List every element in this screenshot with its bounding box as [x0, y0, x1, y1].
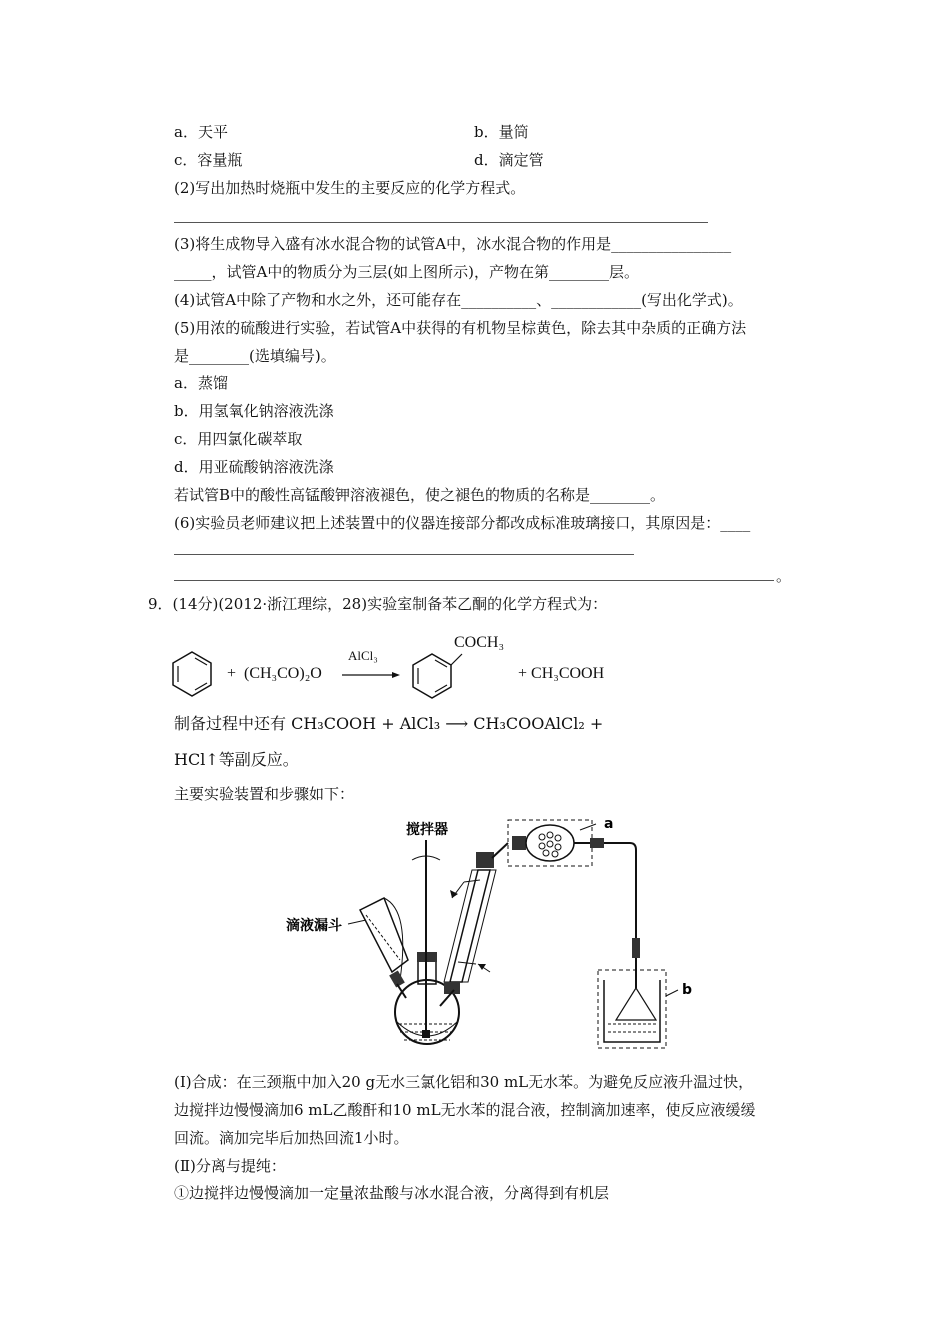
- question-8-part-3-line2: _____，试管A中的物质分为三层(如上图所示)，产物在第________层。: [174, 263, 640, 281]
- question-8-part-5-line1: (5)用浓的硫酸进行实验，若试管A中获得的有机物呈棕黄色，除去其中杂质的正确方法: [174, 319, 747, 337]
- acetic-anhydride: (CH₃CO)₂O: [244, 665, 322, 682]
- end-mark: 。: [776, 567, 792, 585]
- question-8-part-3-line1: (3)将生成物导入盛有冰水混合物的试管A中，冰水混合物的作用是________________: [174, 235, 732, 253]
- absorption-beaker: [598, 960, 666, 1048]
- option-b-naoh-wash: b．用氢氧化钠溶液洗涤: [174, 402, 334, 420]
- acetophenone-ring: [413, 654, 462, 698]
- answer-line: [174, 222, 708, 223]
- option-a-distill: a．蒸馏: [174, 374, 228, 392]
- option-d-sulfite-wash: d．用亚硫酸钠溶液洗涤: [174, 458, 334, 476]
- question-8-part-4: (4)试管A中除了产物和水之外，还可能存在__________、____________(写出化学式)。: [174, 291, 743, 309]
- acetyl-group: COCH₃: [454, 634, 505, 651]
- step-1-line2: 边搅拌边慢慢滴加6 mL乙酸酐和10 mL无水苯的混合液，控制滴加速率，使反应液缓缓: [174, 1101, 756, 1119]
- acetic-acid-product: + CH₃COOH: [518, 665, 605, 682]
- dropping-funnel-label: 滴液漏斗: [286, 918, 342, 934]
- dropping-funnel: [360, 898, 408, 998]
- label-b: b: [682, 982, 693, 998]
- question-8-part-2: (2)写出加热时烧瓶中发生的主要反应的化学方程式。: [174, 179, 526, 197]
- question-8-part-5-line2: 是________(选填编号)。: [174, 347, 336, 365]
- plus-sign: +: [227, 665, 237, 682]
- step-2-item-1: ①边搅拌边慢慢滴加一定量浓盐酸与冰水混合液，分离得到有机层: [174, 1184, 610, 1202]
- step-1-line1: (Ⅰ)合成：在三颈瓶中加入20 g无水三氯化铝和30 mL无水苯。为避免反应液升温过快，: [174, 1073, 754, 1091]
- question-9-header: 9．(14分)(2012·浙江理综，28)实验室制备苯乙酮的化学方程式为：: [148, 595, 608, 613]
- stirrer: [412, 840, 440, 1038]
- option-a-balance: a．天平: [174, 123, 228, 141]
- side-reaction-line2: HCl↑等副反应。: [174, 750, 299, 769]
- setup-intro: 主要实验装置和步骤如下：: [174, 785, 355, 803]
- reflux-condenser: [440, 852, 496, 1006]
- step-1-line3: 回流。滴加完毕后加热回流1小时。: [174, 1129, 409, 1147]
- option-d-burette: d．滴定管: [474, 151, 544, 169]
- option-c-ccl4-extract: c．用四氯化碳萃取: [174, 430, 303, 448]
- apparatus-diagram: [280, 810, 700, 1062]
- label-a: a: [604, 816, 614, 832]
- option-b-cylinder: b．量筒: [474, 123, 529, 141]
- stirrer-label: 搅拌器: [406, 822, 448, 838]
- question-8-part-5-line3: 若试管B中的酸性高锰酸钾溶液褪色，使之褪色的物质的名称是________。: [174, 486, 666, 504]
- option-c-volumetric-flask: c．容量瓶: [174, 151, 243, 169]
- catalyst-label: AlCl₃: [348, 648, 378, 663]
- answer-line: [174, 554, 634, 555]
- answer-line: [174, 580, 774, 581]
- benzene-ring: [173, 652, 211, 696]
- question-8-part-6: (6)实验员老师建议把上述装置中的仪器连接部分都改成标准玻璃接口，其原因是：____: [174, 514, 751, 532]
- side-reaction-line1: 制备过程中还有 CH₃COOH + AlCl₃ ⟶ CH₃COOAlCl₂ +: [174, 714, 604, 733]
- step-2-title: (Ⅱ)分离与提纯：: [174, 1157, 286, 1175]
